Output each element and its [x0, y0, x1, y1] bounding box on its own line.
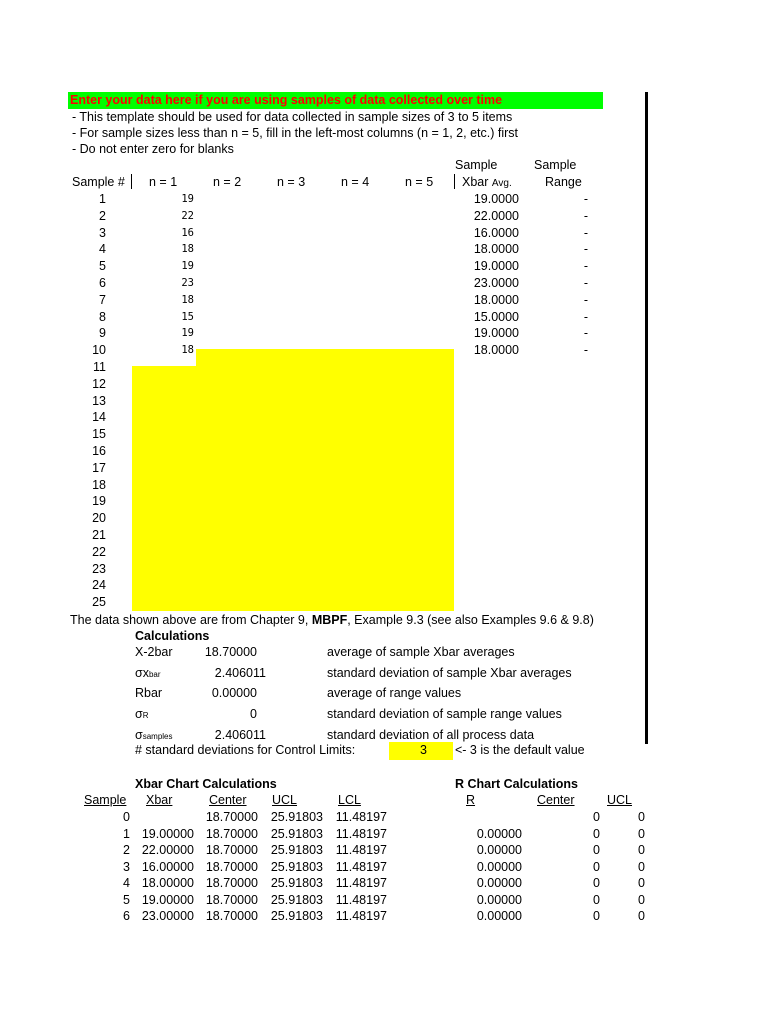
xbar-col-sample: Sample — [84, 793, 127, 807]
xbar-row-ucl: 25.91803 — [270, 893, 323, 907]
sample-number: 5 — [99, 259, 106, 273]
xbar-row-sample: 6 — [123, 909, 130, 923]
r-row-r: 0.00000 — [476, 860, 522, 874]
calc-label-sigma-samples: σsamples — [135, 728, 173, 742]
n1-cell[interactable]: 18 — [181, 344, 194, 356]
xbar-row-xbar: 19.00000 — [141, 893, 194, 907]
xbar-row-center: 18.70000 — [205, 909, 258, 923]
xbar-avg-cell: 22.0000 — [473, 209, 519, 223]
std-dev-note: <- 3 is the default value — [455, 743, 585, 757]
r-row-center: 0 — [593, 810, 600, 824]
r-row-r: 0.00000 — [476, 893, 522, 907]
xbar-row-center: 18.70000 — [205, 893, 258, 907]
sample-number: 20 — [92, 511, 106, 525]
sample-number: 21 — [92, 528, 106, 542]
r-row-ucl: 0 — [638, 843, 645, 857]
xbar-row-xbar: 16.00000 — [141, 860, 194, 874]
xbar-avg-cell: 19.0000 — [473, 259, 519, 273]
xbar-col-lcl: LCL — [338, 793, 361, 807]
xbar-avg-cell: 19.0000 — [473, 326, 519, 340]
xbar-row-xbar: 23.00000 — [141, 909, 194, 923]
sample-number: 8 — [99, 310, 106, 324]
r-row-ucl: 0 — [638, 860, 645, 874]
range-cell: - — [583, 310, 588, 324]
sample-number: 1 — [99, 192, 106, 206]
r-row-center: 0 — [593, 827, 600, 841]
input-area-row10[interactable] — [196, 349, 454, 366]
note-line-3: - Do not enter zero for blanks — [72, 142, 234, 156]
calc-desc-x2bar: average of sample Xbar averages — [327, 645, 515, 659]
header-divider-right — [454, 174, 455, 189]
r-row-center: 0 — [593, 860, 600, 874]
xbar-avg-cell: 16.0000 — [473, 226, 519, 240]
sample-number-header: Sample # — [72, 175, 125, 189]
xbar-col-center: Center — [209, 793, 247, 807]
calc-desc-rbar: average of range values — [327, 686, 462, 700]
n3-header: n = 3 — [277, 175, 306, 189]
xbar-row-center: 18.70000 — [205, 860, 258, 874]
xbar-avg-cell: 19.0000 — [473, 192, 519, 206]
xbar-row-ucl: 25.91803 — [270, 860, 323, 874]
range-cell: - — [583, 192, 588, 206]
sample-number: 14 — [92, 410, 106, 424]
calc-label-x2bar: X-2bar — [135, 645, 173, 659]
sample-number: 11 — [93, 360, 106, 374]
sample-number: 24 — [92, 578, 106, 592]
range-cell: - — [583, 259, 588, 273]
xbar-row-sample: 5 — [123, 893, 130, 907]
n1-cell[interactable]: 18 — [181, 243, 194, 255]
calc-value-sigma-samples: 2.406011 — [214, 728, 266, 742]
r-row-center: 0 — [593, 843, 600, 857]
range-cell: - — [583, 242, 588, 256]
r-col-center: Center — [537, 793, 575, 807]
xbar-row-center: 18.70000 — [205, 827, 258, 841]
xbar-row-lcl: 11.48197 — [335, 860, 387, 874]
r-row-r: 0.00000 — [476, 843, 522, 857]
xbar-avg-cell: 18.0000 — [473, 242, 519, 256]
xbar-row-lcl: 11.48197 — [335, 876, 387, 890]
range-cell: - — [583, 343, 588, 357]
sample-number: 4 — [99, 242, 106, 256]
range-header-bottom: Range — [545, 175, 582, 189]
sample-number: 18 — [92, 478, 106, 492]
n1-cell[interactable]: 22 — [181, 210, 194, 222]
xbar-col-xbar: Xbar — [146, 793, 173, 807]
xbar-avg-cell: 18.0000 — [473, 343, 519, 357]
xbar-row-center: 18.70000 — [205, 843, 258, 857]
xbar-row-xbar: 18.00000 — [141, 876, 194, 890]
xbar-row-ucl: 25.91803 — [270, 876, 323, 890]
sample-number: 7 — [99, 293, 106, 307]
r-row-ucl: 0 — [638, 876, 645, 890]
xbar-row-xbar: 22.00000 — [141, 843, 194, 857]
range-cell: - — [583, 276, 588, 290]
xbar-row-ucl: 25.91803 — [270, 810, 323, 824]
xbar-row-center: 18.70000 — [205, 876, 258, 890]
xbar-col-ucl: UCL — [272, 793, 298, 807]
sample-number: 2 — [99, 209, 106, 223]
r-row-center: 0 — [593, 876, 600, 890]
xbar-row-ucl: 25.91803 — [270, 843, 323, 857]
n1-cell[interactable]: 19 — [181, 193, 194, 205]
calc-label-sigma-r: σR — [135, 707, 149, 721]
r-row-r: 0.00000 — [476, 876, 522, 890]
calc-label-rbar: Rbar — [135, 686, 163, 700]
r-row-ucl: 0 — [638, 909, 645, 923]
r-chart-title: R Chart Calculations — [455, 777, 578, 791]
sample-number: 16 — [92, 444, 106, 458]
range-cell: - — [583, 293, 588, 307]
n5-header: n = 5 — [405, 175, 434, 189]
instruction-banner: Enter your data here if you are using samples of data collected over time — [68, 92, 603, 109]
xbar-avg-cell: 18.0000 — [473, 293, 519, 307]
sample-number: 25 — [92, 595, 106, 609]
xbar-row-lcl: 11.48197 — [335, 827, 387, 841]
sample-number: 12 — [92, 377, 106, 391]
calc-value-sigma-xbar: 2.406011 — [214, 666, 266, 680]
xbar-row-lcl: 11.48197 — [335, 909, 387, 923]
xbar-row-center: 18.70000 — [205, 810, 258, 824]
n1-cell[interactable]: 15 — [181, 311, 194, 323]
r-col-r: R — [466, 793, 476, 807]
sample-number: 6 — [99, 276, 106, 290]
xbar-chart-title: Xbar Chart Calculations — [135, 777, 277, 791]
sample-number: 9 — [99, 326, 106, 340]
r-row-ucl: 0 — [638, 810, 645, 824]
note-line-1: - This template should be used for data collected in sample sizes of 3 to 5 items — [72, 110, 513, 124]
r-row-center: 0 — [593, 893, 600, 907]
xbar-row-lcl: 11.48197 — [335, 810, 387, 824]
r-row-r: 0.00000 — [476, 827, 522, 841]
note-line-2: - For sample sizes less than n = 5, fill in the left-most columns (n = 1, 2, etc.) first — [72, 126, 518, 140]
n1-cell[interactable]: 19 — [181, 327, 194, 339]
xbar-row-lcl: 11.48197 — [335, 893, 387, 907]
calc-value-x2bar: 18.70000 — [204, 645, 257, 659]
xbar-avg-cell: 23.0000 — [473, 276, 519, 290]
std-dev-label: # standard deviations for Control Limits: — [135, 743, 356, 757]
std-dev-input[interactable]: 3 — [420, 743, 427, 757]
n1-cell[interactable]: 18 — [181, 294, 194, 306]
n1-cell[interactable]: 16 — [181, 227, 194, 239]
calc-value-sigma-r: 0 — [250, 707, 257, 721]
range-cell: - — [583, 326, 588, 340]
range-cell: - — [583, 209, 588, 223]
xbar-row-sample: 2 — [123, 843, 130, 857]
r-row-center: 0 — [593, 909, 600, 923]
sample-number: 22 — [92, 545, 106, 559]
xbar-row-sample: 3 — [123, 860, 130, 874]
xbar-header-top: Sample — [455, 158, 498, 172]
header-divider-left — [131, 174, 132, 189]
xbar-row-sample: 1 — [123, 827, 130, 841]
xbar-row-ucl: 25.91803 — [270, 827, 323, 841]
xbar-header-bottom: Xbar Avg. — [462, 175, 512, 189]
range-cell: - — [583, 226, 588, 240]
calc-desc-sigma-xbar: standard deviation of sample Xbar averages — [327, 666, 572, 680]
sample-number: 10 — [92, 343, 106, 357]
calc-desc-sigma-r: standard deviation of sample range values — [327, 707, 562, 721]
source-note: The data shown above are from Chapter 9, MBPF, Example 9.3 (see also Examples 9.6 & 9.8) — [70, 613, 594, 627]
n1-header: n = 1 — [149, 175, 178, 189]
input-area-empty[interactable] — [132, 366, 454, 611]
sample-number: 15 — [92, 427, 106, 441]
n2-header: n = 2 — [213, 175, 242, 189]
xbar-row-ucl: 25.91803 — [270, 909, 323, 923]
n4-header: n = 4 — [341, 175, 370, 189]
sample-number: 19 — [92, 494, 106, 508]
sample-number: 3 — [99, 226, 106, 240]
sample-number: 13 — [92, 394, 106, 408]
xbar-avg-cell: 15.0000 — [473, 310, 519, 324]
r-col-ucl: UCL — [607, 793, 633, 807]
calculations-title: Calculations — [135, 629, 210, 643]
xbar-row-sample: 0 — [123, 810, 130, 824]
r-row-r: 0.00000 — [476, 909, 522, 923]
r-row-ucl: 0 — [638, 893, 645, 907]
n1-cell[interactable]: 19 — [181, 260, 194, 272]
r-row-ucl: 0 — [638, 827, 645, 841]
range-header-top: Sample — [534, 158, 577, 172]
xbar-row-xbar: 19.00000 — [141, 827, 194, 841]
calc-value-rbar: 0.00000 — [211, 686, 257, 700]
xbar-row-sample: 4 — [123, 876, 130, 890]
calc-desc-sigma-samples: standard deviation of all process data — [327, 728, 535, 742]
xbar-row-lcl: 11.48197 — [335, 843, 387, 857]
right-border — [645, 92, 648, 744]
sample-number: 17 — [92, 461, 106, 475]
calc-label-sigma-xbar: σxbar — [135, 666, 161, 680]
sample-number: 23 — [92, 562, 106, 576]
n1-cell[interactable]: 23 — [181, 277, 194, 289]
